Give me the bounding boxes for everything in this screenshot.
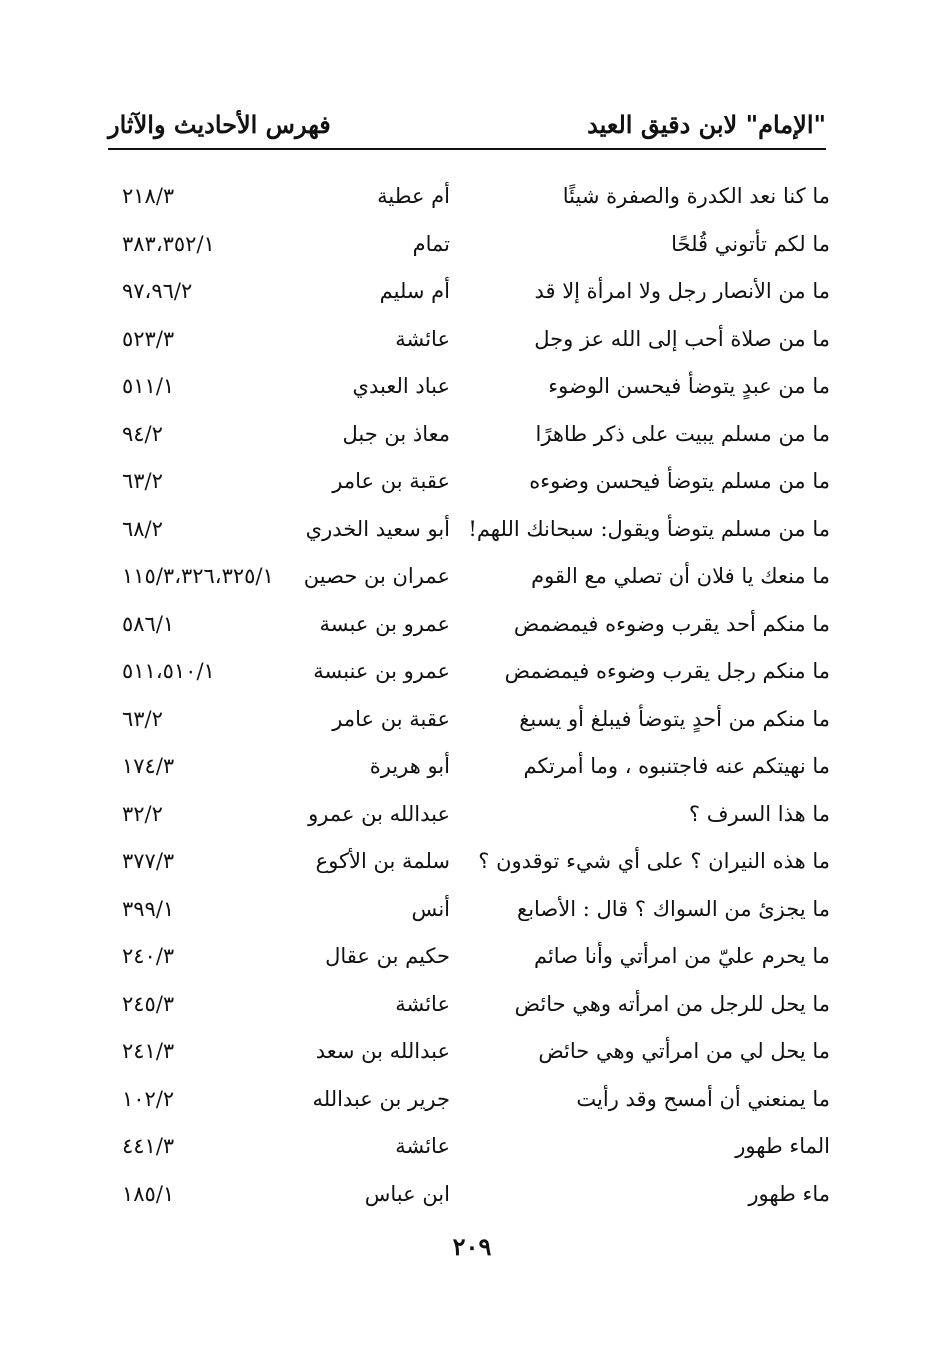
hadith-text: ما من مسلم يبيت على ذكر طاهرًا <box>535 421 830 446</box>
index-row <box>100 843 830 891</box>
volume-page-reference: ١٨٥/١ <box>122 1181 175 1206</box>
narrator-name: ابن عباس <box>364 1181 450 1206</box>
narrator-name: عمران بن حصين <box>303 564 450 588</box>
volume-page-reference: ٦٣/٢ <box>122 706 163 731</box>
index-row <box>100 748 830 796</box>
index-row <box>100 1033 830 1081</box>
narrator-name: عائشة <box>395 326 450 351</box>
hadith-text: ما من الأنصار رجل ولا امرأة إلا قد <box>534 279 830 303</box>
narrator-name: عائشة <box>395 1134 450 1158</box>
narrator-name: عقبة بن عامر <box>332 706 450 731</box>
hadith-text: ما يحل لي من امرأتي وهي حائض <box>538 1039 830 1063</box>
hadith-text: ماء طهور <box>748 1181 830 1206</box>
volume-page-reference: ٢٤٠/٣ <box>122 944 175 968</box>
volume-page-reference: ٦٣/٢ <box>122 469 163 493</box>
volume-page-reference: ١٠٢/٢ <box>122 1086 175 1111</box>
index-row <box>100 606 830 654</box>
volume-page-reference: ٥١١/١ <box>122 374 175 398</box>
book-title: "الإمام" لابن دقيق العيد <box>587 110 826 139</box>
volume-page-reference: ٣٧٧/٣ <box>122 849 175 873</box>
volume-page-reference: ٢١٨/٣ <box>122 184 175 208</box>
running-header <box>108 104 826 148</box>
volume-page-reference: ٣٢/٢ <box>122 801 163 826</box>
narrator-name: أم سليم <box>379 279 450 303</box>
hadith-text: ما منكم رجل يقرب وضوءه فيمضمض <box>504 659 830 683</box>
volume-page-reference: ٩٤/٢ <box>122 421 163 446</box>
hadith-text: ما من صلاة أحب إلى الله عز وجل <box>534 326 830 351</box>
index-row <box>100 938 830 986</box>
volume-page-reference: ٢٤٥/٣ <box>122 991 175 1016</box>
hadith-text: ما لكم تأتوني قُلحًا <box>671 231 830 256</box>
index-list <box>100 178 830 1223</box>
hadith-text: ما منعك يا فلان أن تصلي مع القوم <box>531 564 830 588</box>
index-row <box>100 463 830 511</box>
index-row <box>100 368 830 416</box>
hadith-text: ما كنا نعد الكدرة والصفرة شيئًا <box>562 184 830 208</box>
index-row <box>100 701 830 749</box>
volume-page-reference: ٥٢٣/٣ <box>122 326 175 351</box>
index-title: فهرس الأحاديث والآثار <box>108 110 331 139</box>
hadith-text: ما هذه النيران ؟ على أي شيء توقدون ؟ <box>478 849 830 873</box>
narrator-name: أم عطية <box>377 184 450 208</box>
page-number: ٢٠٩ <box>452 1232 492 1261</box>
volume-page-reference: ٢٤١/٣ <box>122 1039 175 1063</box>
index-row <box>100 226 830 274</box>
narrator-name: تمام <box>412 231 450 256</box>
narrator-name: حكيم بن عقال <box>325 944 450 968</box>
volume-page-reference: ١١٥/٣،٣٢٦،٣٢٥/١ <box>122 564 274 588</box>
narrator-name: عقبة بن عامر <box>332 469 450 493</box>
index-row <box>100 1176 830 1224</box>
index-row <box>100 653 830 701</box>
narrator-name: أنس <box>411 896 450 921</box>
hadith-text: ما يحرم عليّ من امرأتي وأنا صائم <box>533 944 830 968</box>
index-row <box>100 558 830 606</box>
hadith-text: الماء طهور <box>735 1134 830 1158</box>
volume-page-reference: ٤٤١/٣ <box>122 1134 175 1158</box>
hadith-text: ما من مسلم يتوضأ فيحسن وضوءه <box>529 469 830 493</box>
narrator-name: عمرو بن عنبسة <box>313 659 450 683</box>
hadith-text: ما من مسلم يتوضأ ويقول: سبحانك اللهم! <box>468 516 830 541</box>
hadith-text: ما يحل للرجل من امرأته وهي حائض <box>514 991 830 1016</box>
narrator-name: أبو هريرة <box>369 754 450 778</box>
narrator-name: عباد العبدي <box>352 374 450 398</box>
narrator-name: عبدالله بن عمرو <box>308 801 450 826</box>
hadith-text: ما منكم من أحدٍ يتوضأ فيبلغ أو يسبغ <box>519 706 830 731</box>
index-row <box>100 1128 830 1176</box>
volume-page-reference: ٩٧،٩٦/٢ <box>122 279 193 303</box>
index-row <box>100 178 830 226</box>
volume-page-reference: ٣٨٣،٣٥٢/١ <box>122 231 215 256</box>
index-row <box>100 416 830 464</box>
index-row <box>100 796 830 844</box>
volume-page-reference: ٥١١،٥١٠/١ <box>122 659 215 683</box>
narrator-name: أبو سعيد الخدري <box>305 516 450 541</box>
narrator-name: عبدالله بن سعد <box>315 1039 450 1063</box>
narrator-name: عائشة <box>395 991 450 1016</box>
volume-page-reference: ٣٩٩/١ <box>122 896 175 921</box>
index-row <box>100 1081 830 1129</box>
volume-page-reference: ٦٨/٢ <box>122 516 163 541</box>
hadith-text: ما نهيتكم عنه فاجتنبوه ، وما أمرتكم <box>523 754 830 778</box>
header-rule <box>108 148 826 150</box>
narrator-name: سلمة بن الأكوع <box>315 849 450 873</box>
index-row <box>100 891 830 939</box>
index-row <box>100 511 830 559</box>
hadith-text: ما يمنعني أن أمسح وقد رأيت <box>576 1086 830 1111</box>
narrator-name: معاذ بن جبل <box>342 421 450 446</box>
hadith-text: ما هذا السرف ؟ <box>688 801 830 826</box>
narrator-name: جرير بن عبدالله <box>312 1086 450 1111</box>
index-row <box>100 321 830 369</box>
volume-page-reference: ١٧٤/٣ <box>122 754 175 778</box>
volume-page-reference: ٥٨٦/١ <box>122 611 175 636</box>
hadith-text: ما يجزئ من السواك ؟ قال : الأصابع <box>517 896 830 921</box>
narrator-name: عمرو بن عبسة <box>319 611 450 636</box>
hadith-text: ما من عبدٍ يتوضأ فيحسن الوضوء <box>548 374 830 398</box>
hadith-text: ما منكم أحد يقرب وضوءه فيمضمض <box>513 611 830 636</box>
index-row <box>100 986 830 1034</box>
index-row <box>100 273 830 321</box>
